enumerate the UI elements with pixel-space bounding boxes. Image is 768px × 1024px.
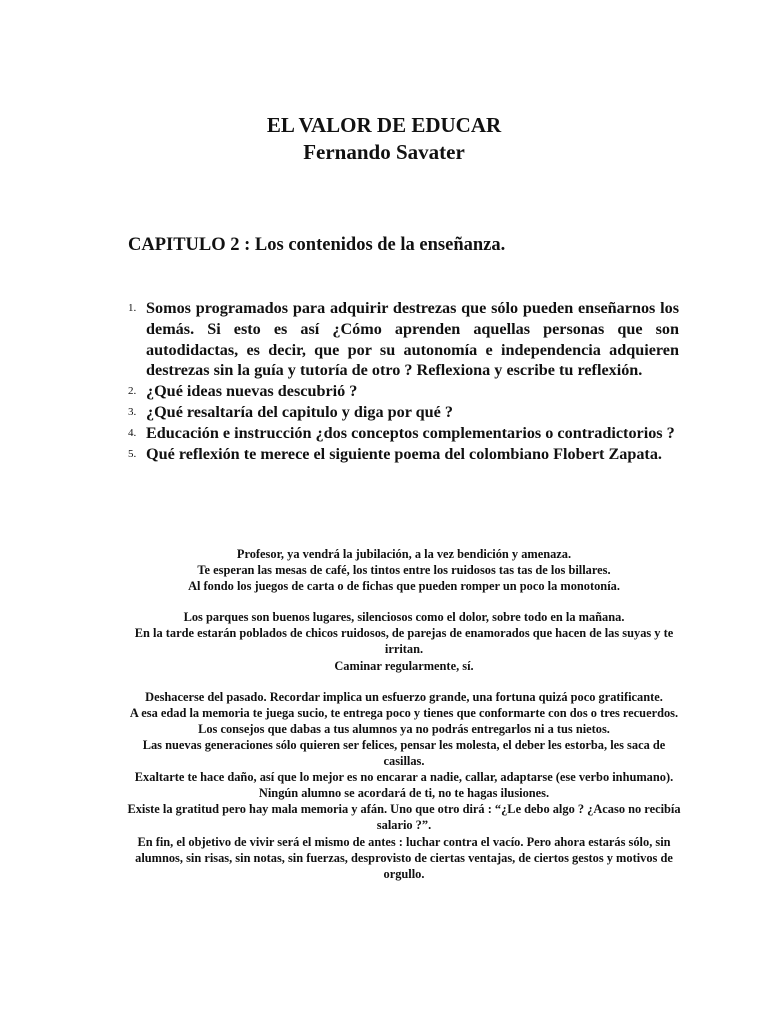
document-title: EL VALOR DE EDUCAR [266, 113, 502, 137]
poem [124, 546, 684, 897]
question-number: 2. [128, 385, 137, 398]
question-text: Qué reflexión te merece el siguiente poema del colombiano Flobert Zapata. [146, 444, 662, 463]
poem-stanza [124, 609, 684, 673]
poem-stanza [124, 689, 684, 882]
chapter-heading: CAPITULO 2 : Los contenidos de la enseñanza. [128, 235, 506, 255]
question-number: 3. [128, 405, 137, 418]
question-number: 1. [128, 302, 137, 314]
question-number: 5. [128, 447, 137, 460]
poem-line: Al fondo los juegos de carta o de fichas que pueden romper un poco la monotonía. [188, 579, 620, 594]
poem-line: En la tarde estarán poblados de chicos ruidosos, de parejas de enamorados que hacen de las suyas y te irritan. [134, 626, 674, 657]
poem-line: A esa edad la memoria te juega sucio, te entrega poco y tienes que conformarte con dos o tres recuerdos. Los consejos que dabas a tus alumnos ya no podrás entregarlos ni a tus nietos. [129, 705, 679, 736]
poem-line: Deshacerse del pasado. Recordar implica un esfuerzo grande, una fortuna quizá poco gratificante. [145, 689, 663, 704]
questions-list [128, 298, 679, 464]
poem-line: Profesor, ya vendrá la jubilación, a la vez bendición y amenaza. [236, 547, 572, 561]
poem-line: En fin, el objetivo de vivir será el mismo de antes : luchar contra el vacío. Pero ahora estarás sólo, sin alumnos, sin risas, sin notas, sin fuerzas, desprovisto de ciertas ventajas, de ciertos gestos y motivos de orgullo. [135, 834, 673, 881]
question-item [128, 381, 679, 402]
poem-line: Existe la gratitud pero hay mala memoria y afán. Uno que otro dirá : “¿Le debo algo ? ¿Acaso no recibía salario ?”. [127, 802, 681, 833]
question-number: 4. [128, 426, 137, 439]
question-text: ¿Qué resaltaría del capitulo y diga por qué ? [146, 402, 453, 421]
poem-line: Te esperan las mesas de café, los tintos entre los ruidosos tas tas de los billares. [197, 563, 611, 578]
question-item [128, 298, 679, 381]
question-item [128, 423, 679, 444]
question-text: ¿Qué ideas nuevas descubrió ? [146, 382, 358, 401]
poem-line: Las nuevas generaciones sólo quieren ser felices, pensar les molesta, el deber les estorba, les saca de casillas. [142, 737, 666, 769]
question-text: Somos programados para adquirir destrezas que sólo pueden enseñarnos los demás. Si esto es así ¿Cómo aprenden aquellas personas que son autodidactas, es decir, que por su autonomía e independencia adquieren destrezas sin la guía y tutoría de otro ? Reflexiona y escribe tu reflexión. [146, 299, 679, 380]
document-author: Fernando Savater [303, 140, 465, 164]
question-item [128, 444, 679, 465]
question-text: Educación e instrucción ¿dos conceptos complementarios o contradictorios ? [146, 423, 675, 442]
poem-line: Exaltarte te hace daño, así que lo mejor es no encarar a nadie, callar, adaptarse (ese verbo inhumano). Ningún alumno se acordará de ti, no te hagas ilusiones. [134, 770, 674, 801]
poem-line: Los parques son buenos lugares, silenciosos como el dolor, sobre todo en la mañana. [183, 610, 625, 625]
poem-line: Caminar regularmente, sí. [334, 658, 474, 673]
poem-stanza [124, 546, 684, 594]
question-item [128, 402, 679, 423]
